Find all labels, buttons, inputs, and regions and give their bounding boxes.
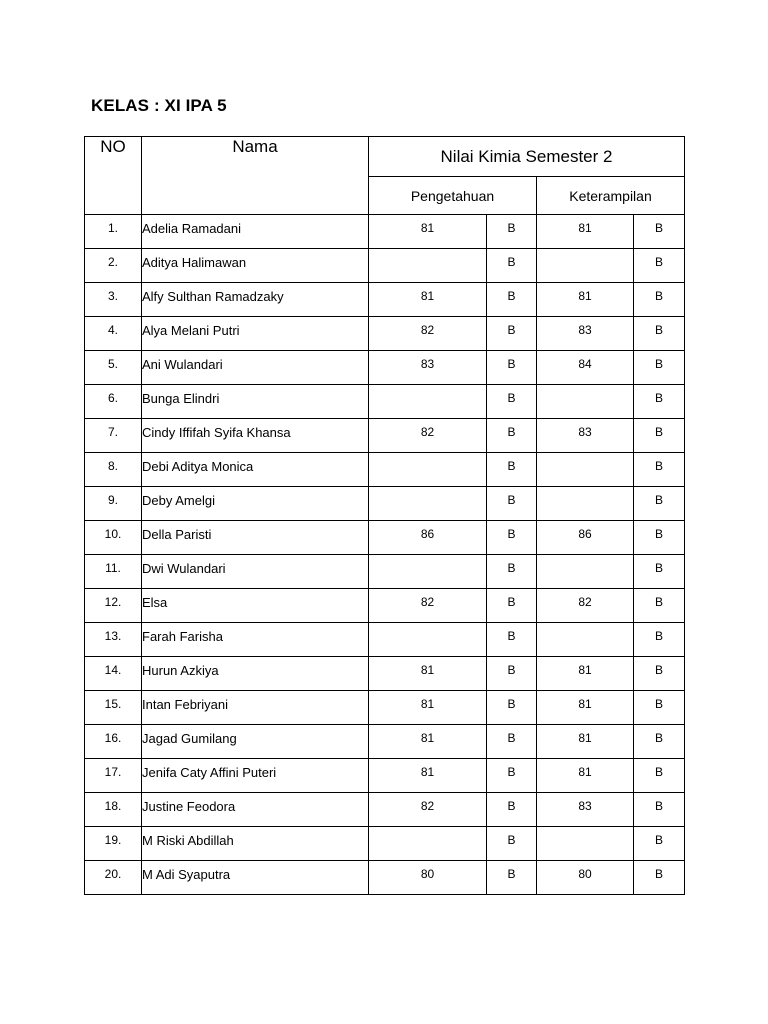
cell-knowledge-score: 83 [369,351,487,385]
cell-knowledge-grade: B [487,283,537,317]
cell-skills-grade: B [634,555,685,589]
cell-name: Intan Febriyani [142,691,369,725]
table-row [85,759,685,793]
table-body [85,215,685,895]
cell-knowledge-score [369,827,487,861]
cell-knowledge-grade: B [487,249,537,283]
cell-name: Della Paristi [142,521,369,555]
cell-no: 9. [85,487,142,521]
cell-knowledge-grade: B [487,385,537,419]
cell-no: 17. [85,759,142,793]
cell-no: 19. [85,827,142,861]
cell-name: Bunga Elindri [142,385,369,419]
cell-skills-score: 83 [537,793,634,827]
cell-skills-score [537,623,634,657]
cell-skills-score: 81 [537,215,634,249]
cell-knowledge-score [369,487,487,521]
cell-skills-score: 81 [537,759,634,793]
cell-knowledge-grade: B [487,623,537,657]
table-row [85,827,685,861]
cell-name: Jenifa Caty Affini Puteri [142,759,369,793]
cell-knowledge-score [369,555,487,589]
cell-skills-score [537,453,634,487]
table-row [85,657,685,691]
cell-skills-score [537,487,634,521]
cell-knowledge-grade: B [487,827,537,861]
cell-skills-score: 81 [537,691,634,725]
cell-knowledge-grade: B [487,215,537,249]
cell-name: M Riski Abdillah [142,827,369,861]
cell-name: Jagad Gumilang [142,725,369,759]
cell-knowledge-score [369,249,487,283]
table-row [85,861,685,895]
grades-table [84,136,685,895]
cell-skills-grade: B [634,215,685,249]
cell-skills-grade: B [634,861,685,895]
header-no: NO [85,137,142,215]
cell-knowledge-score [369,385,487,419]
cell-name: Aditya Halimawan [142,249,369,283]
cell-name: Elsa [142,589,369,623]
table-row [85,283,685,317]
cell-no: 10. [85,521,142,555]
cell-skills-grade: B [634,827,685,861]
table-row [85,453,685,487]
cell-no: 13. [85,623,142,657]
cell-no: 14. [85,657,142,691]
cell-name: Ani Wulandari [142,351,369,385]
cell-knowledge-score: 81 [369,657,487,691]
cell-no: 2. [85,249,142,283]
cell-knowledge-score: 81 [369,691,487,725]
cell-name: Cindy Iffifah Syifa Khansa [142,419,369,453]
table-row [85,317,685,351]
cell-knowledge-score: 86 [369,521,487,555]
cell-knowledge-grade: B [487,657,537,691]
cell-knowledge-score: 81 [369,283,487,317]
cell-skills-score: 80 [537,861,634,895]
cell-skills-grade: B [634,759,685,793]
cell-name: Adelia Ramadani [142,215,369,249]
header-group-nilai: Nilai Kimia Semester 2 [369,137,685,177]
cell-skills-score: 81 [537,657,634,691]
cell-no: 5. [85,351,142,385]
header-knowledge: Pengetahuan [369,177,537,215]
cell-no: 11. [85,555,142,589]
cell-no: 7. [85,419,142,453]
table-row [85,487,685,521]
cell-skills-grade: B [634,691,685,725]
cell-no: 18. [85,793,142,827]
cell-knowledge-score: 81 [369,759,487,793]
cell-name: Hurun Azkiya [142,657,369,691]
cell-name: Justine Feodora [142,793,369,827]
cell-skills-score: 83 [537,419,634,453]
cell-name: Debi Aditya Monica [142,453,369,487]
cell-skills-grade: B [634,725,685,759]
cell-knowledge-grade: B [487,555,537,589]
cell-knowledge-grade: B [487,861,537,895]
table-row [85,793,685,827]
cell-knowledge-score: 82 [369,419,487,453]
cell-knowledge-grade: B [487,793,537,827]
cell-knowledge-grade: B [487,589,537,623]
cell-knowledge-grade: B [487,759,537,793]
cell-no: 20. [85,861,142,895]
cell-skills-score [537,249,634,283]
cell-knowledge-score [369,453,487,487]
cell-skills-score: 81 [537,725,634,759]
cell-no: 4. [85,317,142,351]
cell-skills-grade: B [634,487,685,521]
cell-knowledge-grade: B [487,453,537,487]
table-row [85,555,685,589]
cell-name: Farah Farisha [142,623,369,657]
cell-name: Dwi Wulandari [142,555,369,589]
cell-skills-score [537,827,634,861]
cell-name: Alya Melani Putri [142,317,369,351]
cell-skills-grade: B [634,351,685,385]
cell-knowledge-score: 80 [369,861,487,895]
cell-knowledge-grade: B [487,691,537,725]
table-row [85,521,685,555]
cell-skills-score: 86 [537,521,634,555]
cell-knowledge-score: 82 [369,317,487,351]
cell-skills-score: 84 [537,351,634,385]
cell-no: 15. [85,691,142,725]
cell-no: 12. [85,589,142,623]
cell-skills-grade: B [634,657,685,691]
cell-skills-score: 82 [537,589,634,623]
table-row [85,589,685,623]
cell-name: Alfy Sulthan Ramadzaky [142,283,369,317]
table-row [85,419,685,453]
cell-knowledge-score: 81 [369,215,487,249]
cell-name: Deby Amelgi [142,487,369,521]
cell-skills-grade: B [634,589,685,623]
header-skills: Keterampilan [537,177,685,215]
cell-knowledge-score: 81 [369,725,487,759]
header-name: Nama [142,137,369,215]
table-row [85,725,685,759]
cell-skills-grade: B [634,793,685,827]
class-title: KELAS : XI IPA 5 [91,96,227,115]
cell-no: 6. [85,385,142,419]
cell-knowledge-grade: B [487,419,537,453]
cell-skills-grade: B [634,249,685,283]
table-header [85,137,685,215]
cell-skills-score [537,555,634,589]
cell-knowledge-grade: B [487,487,537,521]
cell-skills-grade: B [634,419,685,453]
cell-no: 16. [85,725,142,759]
cell-knowledge-score [369,623,487,657]
table-row [85,215,685,249]
cell-skills-grade: B [634,385,685,419]
cell-skills-score [537,385,634,419]
table-row [85,691,685,725]
cell-knowledge-score: 82 [369,589,487,623]
cell-no: 3. [85,283,142,317]
cell-skills-grade: B [634,283,685,317]
cell-skills-score: 83 [537,317,634,351]
cell-knowledge-grade: B [487,521,537,555]
table-row [85,385,685,419]
cell-skills-score: 81 [537,283,634,317]
cell-skills-grade: B [634,623,685,657]
cell-skills-grade: B [634,317,685,351]
cell-knowledge-grade: B [487,317,537,351]
cell-knowledge-score: 82 [369,793,487,827]
table-row [85,623,685,657]
table-row [85,249,685,283]
cell-skills-grade: B [634,521,685,555]
cell-no: 8. [85,453,142,487]
cell-name: M Adi Syaputra [142,861,369,895]
cell-knowledge-grade: B [487,725,537,759]
table-row [85,351,685,385]
cell-skills-grade: B [634,453,685,487]
cell-no: 1. [85,215,142,249]
cell-knowledge-grade: B [487,351,537,385]
